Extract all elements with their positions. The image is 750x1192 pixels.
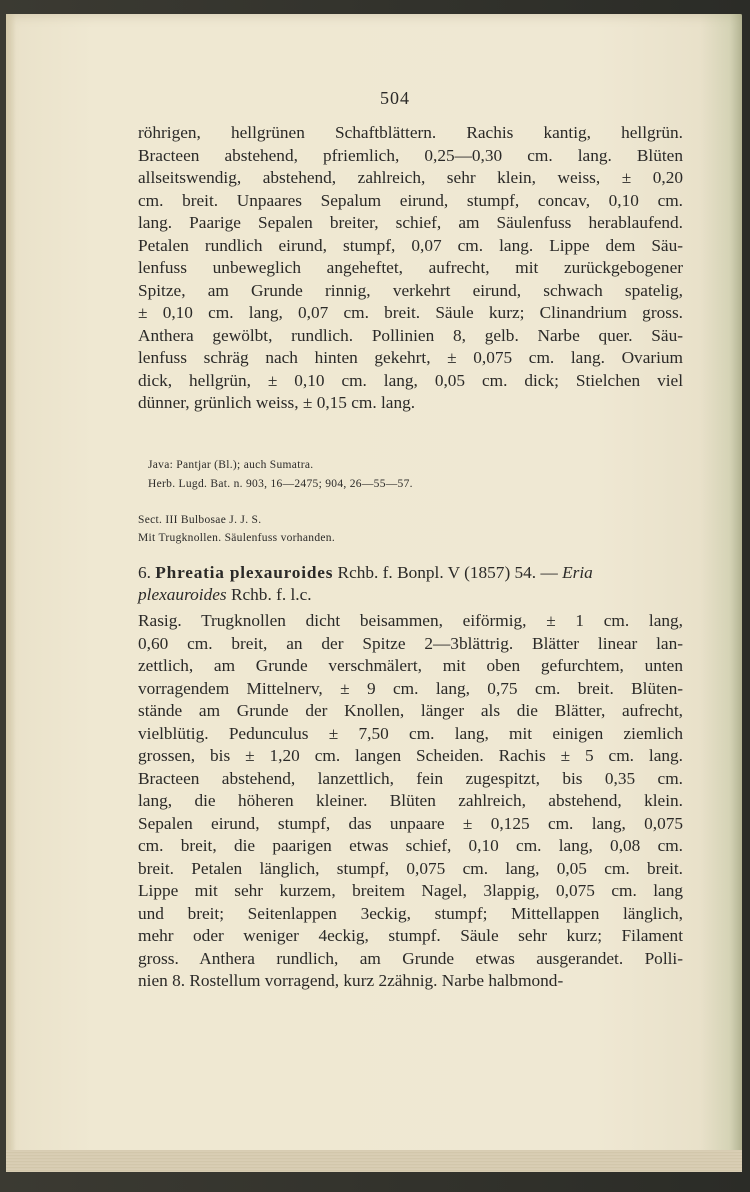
- species-heading: [138, 562, 683, 584]
- section-line: Sect. III Bulbosae J. J. S.: [138, 514, 262, 526]
- para2-line: und breit; Seitenlappen 3eckig, stumpf; Mittellappen länglich,: [138, 903, 683, 923]
- para1-line: ± 0,10 cm. lang, 0,07 cm. breit. Säule kurz; Clinandrium gross.: [138, 303, 683, 322]
- species-number: 6.: [138, 563, 151, 582]
- locality-line: Java: Pantjar (Bl.); auch Sumatra.: [148, 459, 314, 471]
- para2-line: mehr oder weniger 4eckig, stumpf. Säule sehr kurz; Filament: [138, 926, 683, 945]
- para2-line: Sepalen eirund, stumpf, das unpaare ± 0,125 cm. lang, 0,075: [138, 813, 683, 833]
- para2-line: grossen, bis ± 1,20 cm. langen Scheiden. Rachis ± 5 cm. lang.: [138, 746, 683, 765]
- para1-line: cm. breit. Unpaares Sepalum eirund, stumpf, concav, 0,10 cm.: [138, 190, 683, 210]
- page-edge: [700, 14, 742, 1164]
- species-citation: Rchb. f. Bonpl. V (1857) 54. —: [333, 563, 563, 582]
- para2-line: gross. Anthera rundlich, am Grunde etwas ausgerandet. Polli-: [138, 948, 683, 968]
- para2-line: vorragendem Mittelnerv, ± 9 cm. lang, 0,75 cm. breit. Blüten-: [138, 678, 683, 698]
- para1-line: dick, hellgrün, ± 0,10 cm. lang, 0,05 cm. dick; Stielchen viel: [138, 370, 683, 390]
- page-gutter: [6, 14, 16, 1172]
- para1-line: röhrigen, hellgrünen Schaftblättern. Rachis kantig, hellgrün.: [138, 123, 683, 142]
- para2-line: nien 8. Rostellum vorragend, kurz 2zähnig. Narbe halbmond-: [138, 971, 564, 990]
- synonym-epithet: plexauroides: [138, 585, 227, 604]
- para1-line: lenfuss unbeweglich angeheftet, aufrecht, mit zurückgebogener: [138, 258, 683, 277]
- synonym-citation: Rchb. f. l.c.: [226, 585, 312, 604]
- para1-line: lenfuss schräg nach hinten gekehrt, ± 0,075 cm. lang. Ovarium: [138, 348, 683, 367]
- para2-line: vielblütig. Pedunculus ± 7,50 cm. lang, mit einigen ziemlich: [138, 723, 683, 743]
- para2-line: stände am Grunde der Knollen, länger als die Blätter, aufrecht,: [138, 701, 683, 720]
- para2-line: Lippe mit sehr kurzem, breitem Nagel, 3lappig, 0,075 cm. lang: [138, 881, 683, 900]
- para2-line: breit. Petalen länglich, stumpf, 0,075 cm. lang, 0,05 cm. breit.: [138, 858, 683, 878]
- species-heading-line-2: [138, 584, 683, 606]
- para1-line: Bracteen abstehend, pfriemlich, 0,25—0,30 cm. lang. Blüten: [138, 145, 683, 165]
- section-line: Mit Trugknollen. Säulenfuss vorhanden.: [138, 532, 335, 544]
- page-number: 504: [380, 88, 410, 108]
- page-stack-edge: [6, 1150, 742, 1172]
- para2-line: cm. breit, die paarigen etwas schief, 0,10 cm. lang, 0,08 cm.: [138, 836, 683, 855]
- para1-line: Spitze, am Grunde rinnig, verkehrt eirund, schwach spatelig,: [138, 280, 683, 300]
- species-name: Phreatia plexauroides: [155, 563, 334, 582]
- locality-line: Herb. Lugd. Bat. n. 903, 16—2475; 904, 26—55—57.: [148, 478, 413, 490]
- para2-line: Rasig. Trugknollen dicht beisammen, eiförmig, ± 1 cm. lang,: [138, 611, 683, 630]
- para2-line: 0,60 cm. breit, an der Spitze 2—3blättrig. Blätter linear lan-: [138, 633, 683, 653]
- para1-line: allseitswendig, abstehend, zahlreich, sehr klein, weiss, ± 0,20: [138, 168, 683, 187]
- species-synonym: Eria: [562, 563, 593, 582]
- para1-line: Petalen rundlich eirund, stumpf, 0,07 cm. lang. Lippe dem Säu-: [138, 235, 683, 255]
- para1-line: Anthera gewölbt, rundlich. Pollinien 8, gelb. Narbe quer. Säu-: [138, 325, 683, 345]
- para1-line: dünner, grünlich weiss, ± 0,15 cm. lang.: [138, 393, 416, 412]
- para2-line: Bracteen abstehend, lanzettlich, fein zugespitzt, bis 0,35 cm.: [138, 768, 683, 788]
- para2-line: zettlich, am Grunde verschmälert, mit oben gefurchtem, unten: [138, 656, 683, 675]
- para2-line: lang, die höheren kleiner. Blüten zahlreich, abstehend, klein.: [138, 791, 683, 810]
- para1-line: lang. Paarige Sepalen breiter, schief, am Säulenfuss herablaufend.: [138, 213, 683, 232]
